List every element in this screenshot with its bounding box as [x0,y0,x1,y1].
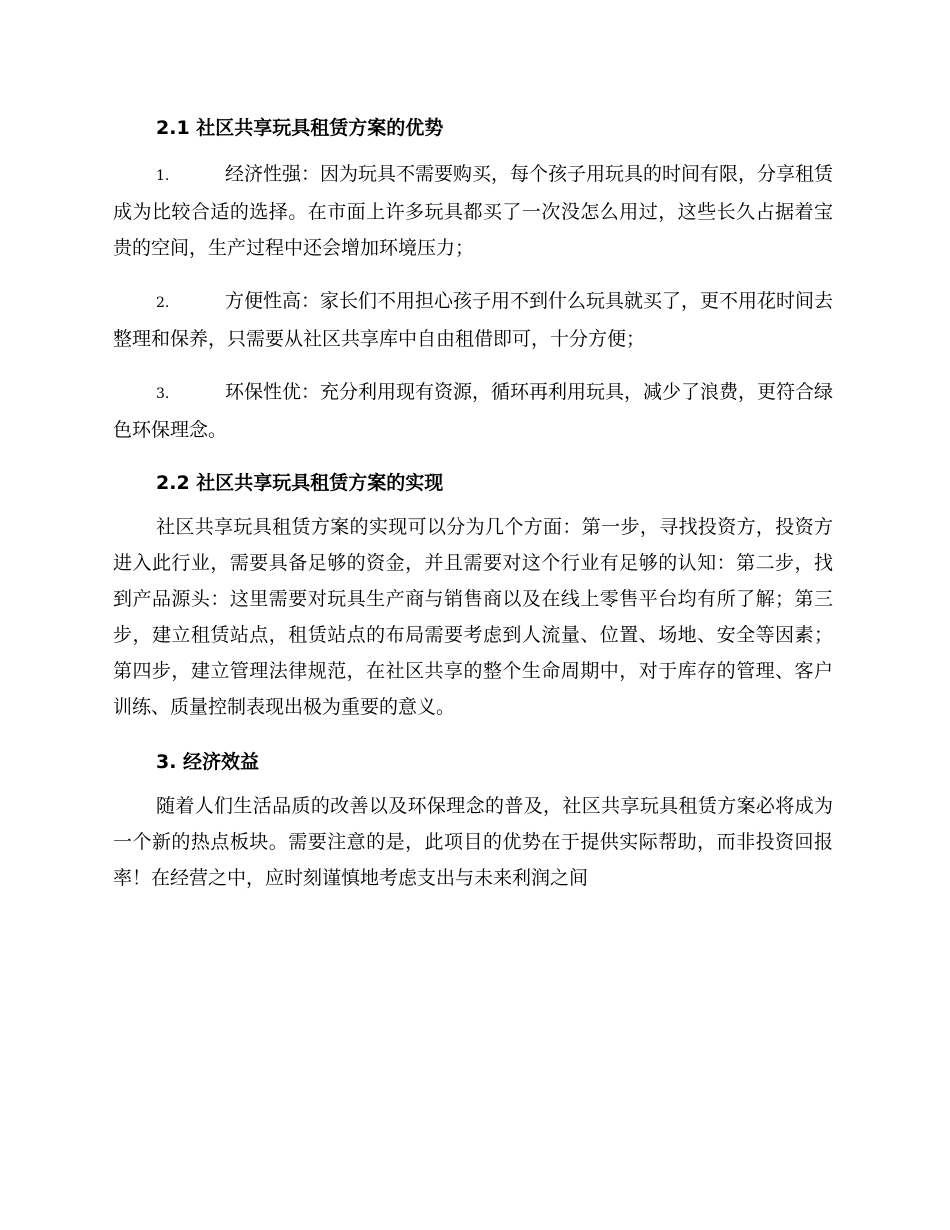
section-heading-2-2: 2.2 社区共享玩具租赁方案的实现 [156,472,444,494]
list-item-text: 方便性高：家长们不用担心孩子用不到什么玩具就买了，更不用花时间去整理和保养，只需要从社区共享库中自由租借即可，十分方便； [113,290,834,350]
list-item-text: 环保性优：充分利用现有资源，循环再利用玩具，减少了浪费，更符合绿色环保理念。 [113,381,834,441]
list-item-number: 2. [156,295,170,311]
list-item-number: 3. [156,386,170,402]
list-item [113,156,833,266]
list-item [113,283,833,357]
section-heading-3: 3. 经济效益 [156,751,260,773]
list-item [113,374,833,448]
body-paragraph: 社区共享玩具租赁方案的实现可以分为几个方面：第一步，寻找投资方，投资方进入此行业，需要具备足够的资金，并且需要对这个行业有足够的认知：第二步，找到产品源头：这里需要对玩具生产商与销售商以及在线上零售平台均有所了解；第三步，建立租赁站点，租赁站点的布局需要考虑到人流量、位置、场地、安全等因素；第四步，建立管理法律规范，在社区共享的整个生命周期中，对于库存的管理、客户训练、质量控制表现出极为重要的意义。 [113,516,833,718]
section-heading-2-1: 2.1 社区共享玩具租赁方案的优势 [156,117,444,139]
body-paragraph: 随着人们生活品质的改善以及环保理念的普及，社区共享玩具租赁方案必将成为一个新的热点板块。需要注意的是，此项目的优势在于提供实际帮助，而非投资回报率！在经营之中，应时刻谨慎地考虑支出与未来利润之间 [113,795,833,889]
list-item-text: 经济性强：因为玩具不需要购买，每个孩子用玩具的时间有限，分享租赁成为比较合适的选择。在市面上许多玩具都买了一次没怎么用过，这些长久占据着宝贵的空间，生产过程中还会增加环境压力； [113,163,834,259]
list-item-number: 1. [156,168,170,184]
document-body [113,110,833,896]
